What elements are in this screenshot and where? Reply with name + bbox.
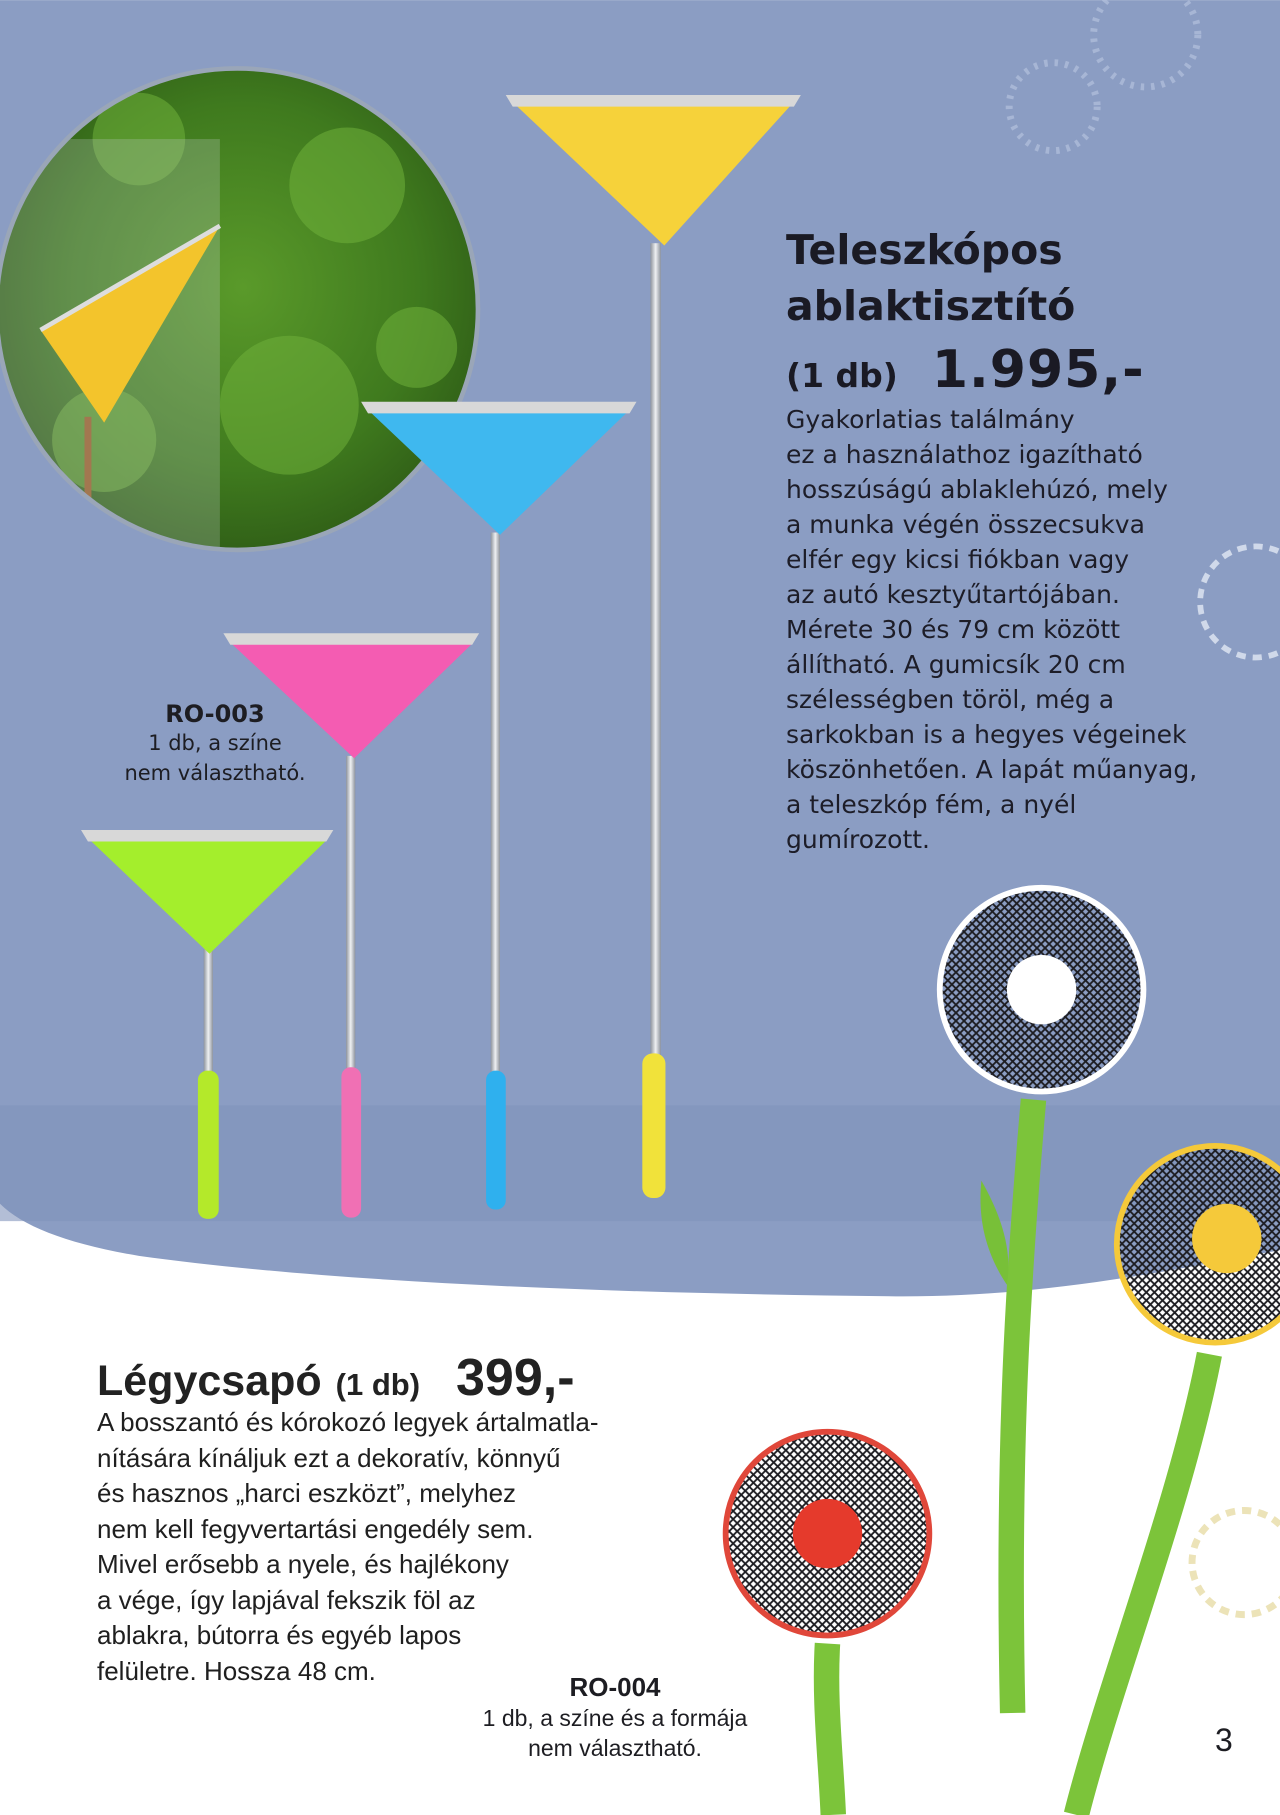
description-window-cleaner <box>786 402 1246 857</box>
quantity: (1 db) <box>335 1367 421 1402</box>
product-code-block-ro003 <box>70 700 360 788</box>
description-line: nem kell fegyvertartási engedély sem. <box>97 1513 534 1544</box>
description-line: a vége, így lapjával fekszik föl az <box>97 1584 476 1615</box>
product-code: RO-004 <box>569 1672 661 1702</box>
description-line: Mérete 30 és 79 cm között <box>786 615 1121 644</box>
title-line: ablaktisztító <box>786 282 1076 330</box>
description-line: Mivel erősebb a nyele, és hajlékony <box>97 1549 509 1579</box>
product-title-window-cleaner <box>786 222 1075 334</box>
description-line: állítható. A gumicsík 20 cm <box>786 650 1126 679</box>
product-note: 1 db, a színe <box>148 731 282 755</box>
description-line: ez a használathoz igazítható <box>786 440 1143 469</box>
description-line: és hasznos „harci eszközt”, melyhez <box>97 1478 517 1508</box>
product-code-block-ro004 <box>455 1672 775 1763</box>
description-line: az autó kesztyűtartójában. <box>786 580 1120 609</box>
description-line: a teleszkóp fém, a nyél <box>786 790 1077 819</box>
flyswatter-white <box>940 888 1144 1713</box>
description-line: A bosszantó és kórokozó legyek ártalmatla- <box>97 1407 599 1437</box>
product-note: nem választható. <box>528 1735 702 1761</box>
price-line-window-cleaner <box>786 340 1145 400</box>
product-note: nem választható. <box>124 761 306 785</box>
description-line: szélességben töröl, még a <box>786 685 1115 714</box>
description-flyswatter <box>97 1405 697 1689</box>
title-line: Teleszkópos <box>786 226 1063 274</box>
quantity: (1 db) <box>786 356 898 395</box>
description-line: köszönhetően. A lapát műanyag, <box>786 755 1198 784</box>
page-number: 3 <box>1215 1722 1233 1758</box>
description-line: gumírozott. <box>786 825 931 854</box>
description-line: elfér egy kicsi fiókban vagy <box>786 545 1130 574</box>
product-note: 1 db, a színe és a formája <box>482 1705 748 1731</box>
price: 1.995,- <box>931 340 1145 400</box>
description-line: felületre. Hossza 48 cm. <box>97 1655 376 1686</box>
product-code: RO-003 <box>165 700 265 728</box>
description-line: sarkokban is a hegyes végeinek <box>786 720 1187 749</box>
description-line: ablakra, bútorra és egyéb lapos <box>97 1620 462 1650</box>
description-line: nítására kínáljuk ezt a dekoratív, könnyű <box>97 1442 561 1473</box>
description-line: hosszúságú ablaklehúzó, mely <box>786 475 1168 504</box>
product-name: Légycsapó <box>97 1357 322 1405</box>
description-line: Gyakorlatias találmány <box>786 405 1075 434</box>
description-line: a munka végén összecsukva <box>786 510 1145 539</box>
price: 399,- <box>456 1349 575 1407</box>
product-title-flyswatter <box>97 1348 575 1408</box>
